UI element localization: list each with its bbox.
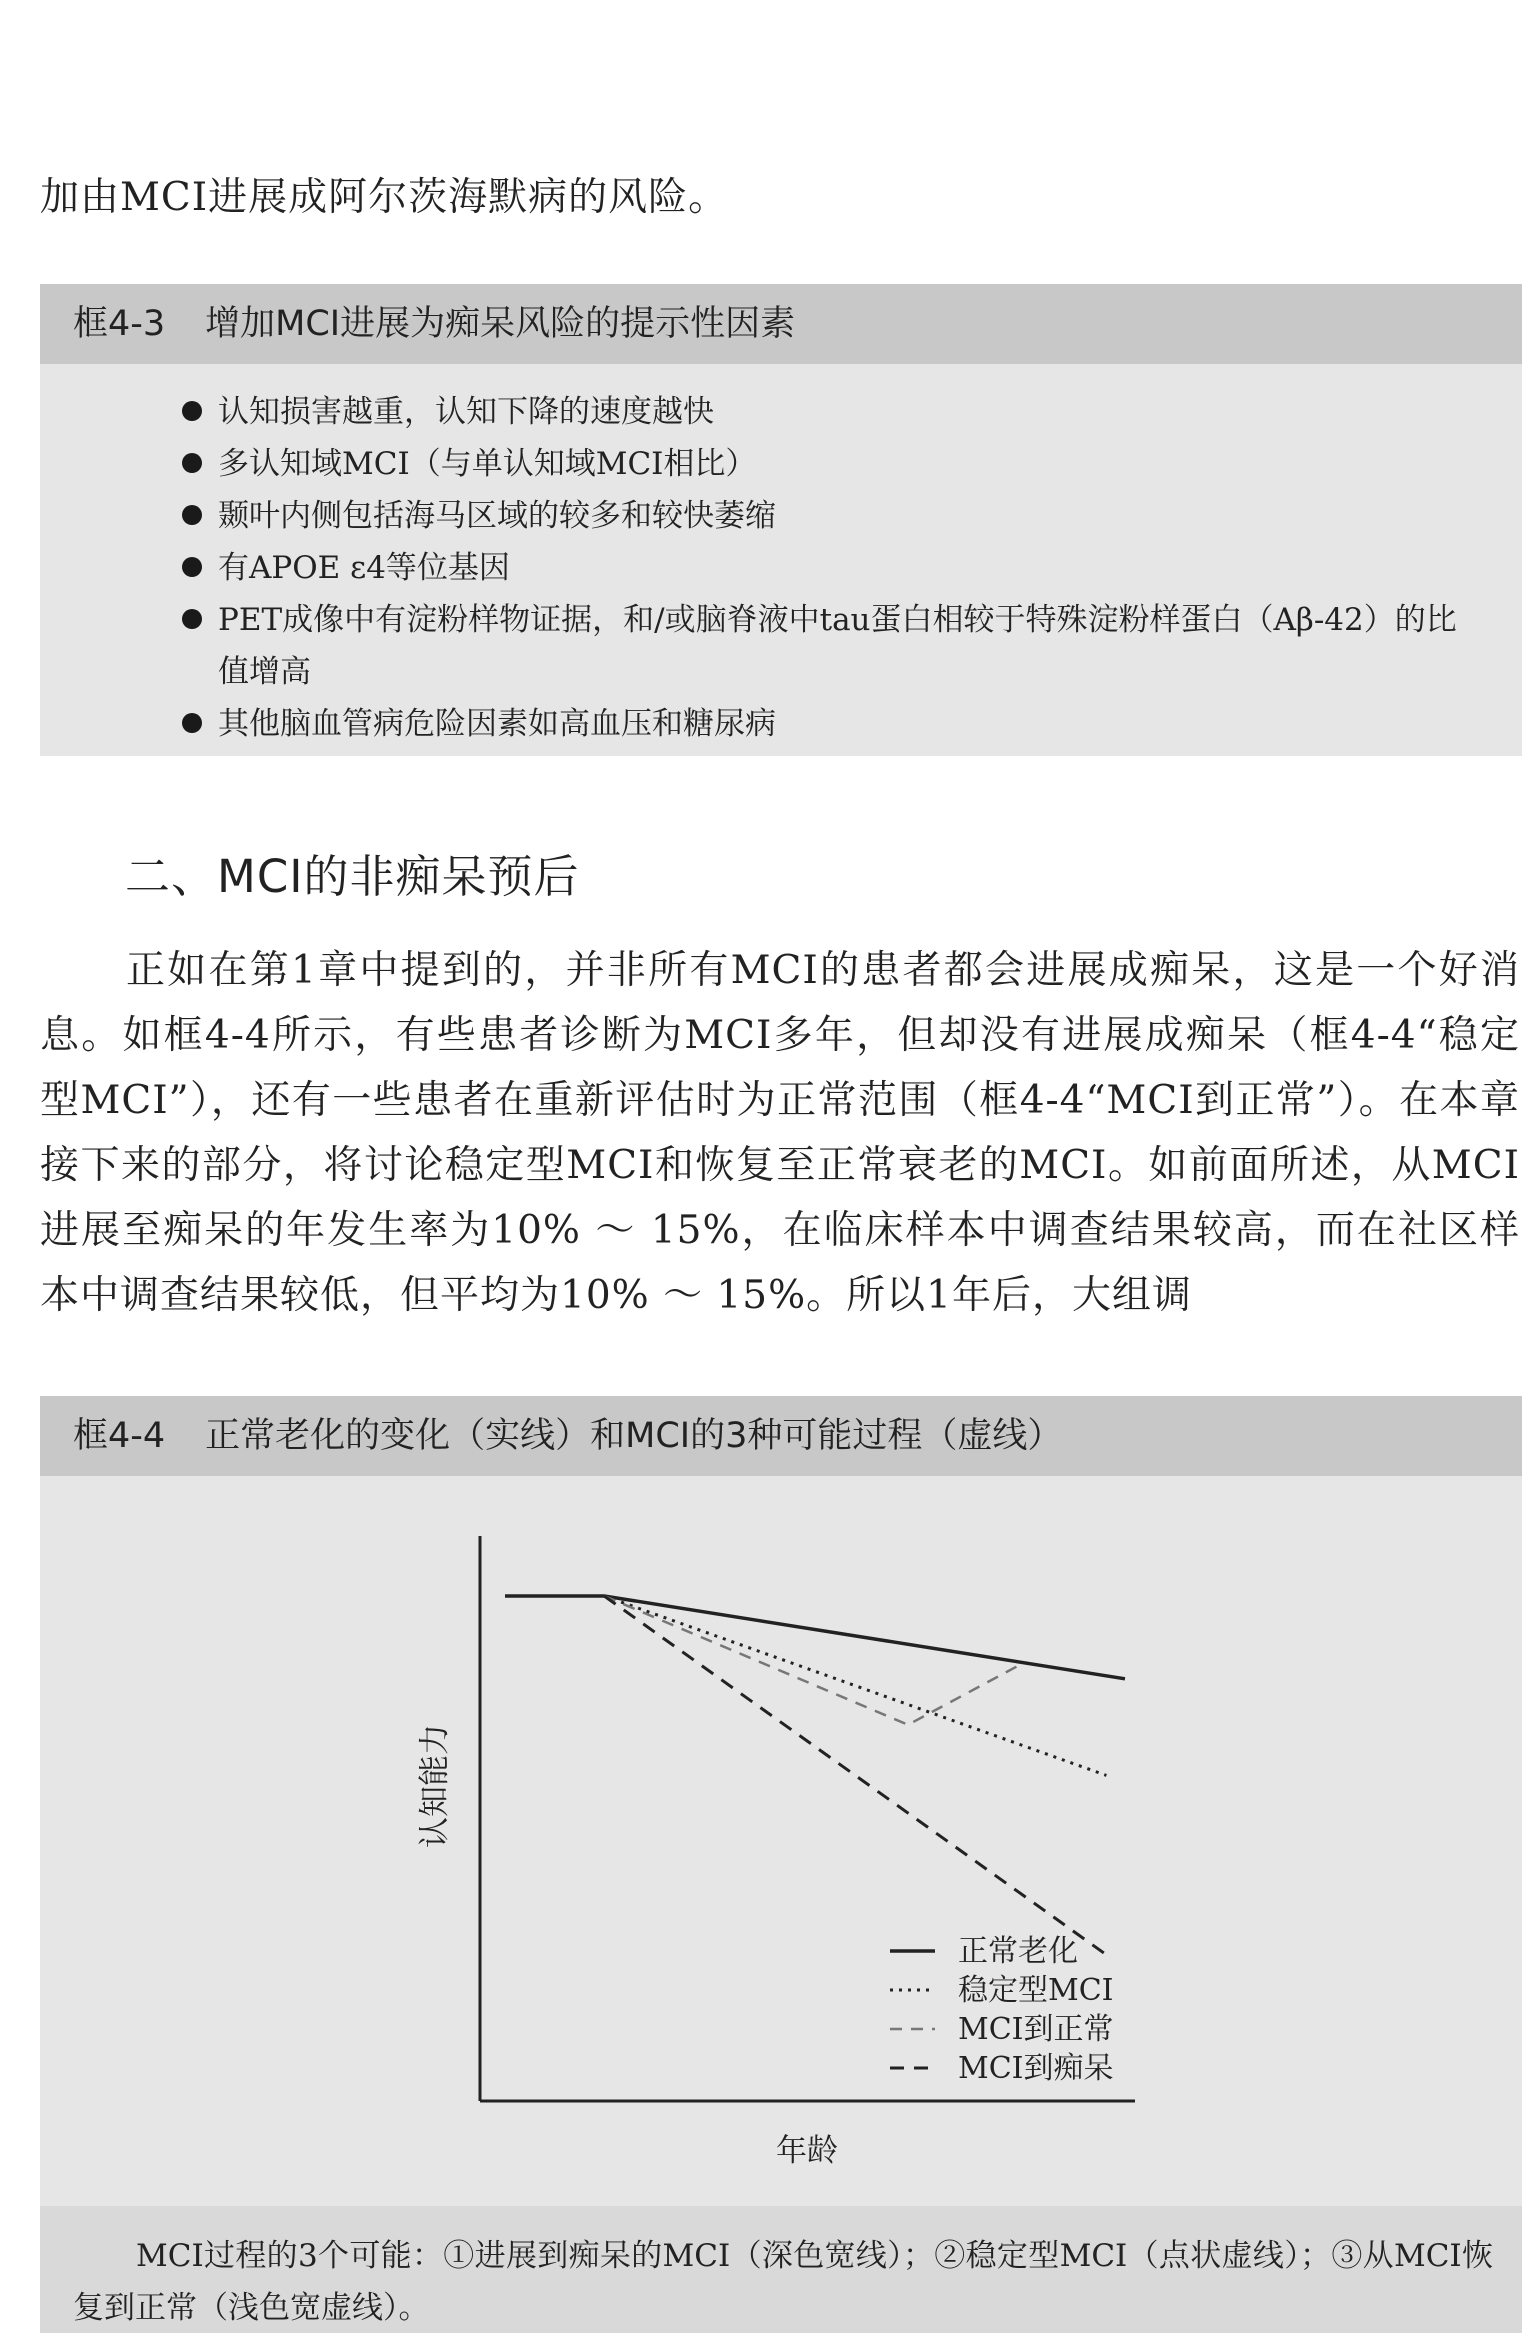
legend-label-1: 稳定型MCI [958, 1973, 1114, 2008]
box-4-4-label: 框4-4 [73, 1416, 166, 1456]
legend-label-3: MCI到痴呆 [958, 2051, 1114, 2086]
box-4-3-title: 增加MCI进展为痴呆风险的提示性因素 [205, 304, 796, 344]
risk-factor-list [40, 364, 1522, 750]
series-line-2 [604, 1596, 1019, 1725]
cognition-chart [40, 1476, 1522, 2206]
series-line-0 [505, 1596, 1125, 1679]
list-item: 有APOE ε4等位基因 [218, 542, 1482, 594]
list-item: 多认知域MCI（与单认知域MCI相比） [218, 438, 1482, 490]
intro-text: 加由MCI进展成阿尔茨海默病的风险。 [40, 175, 729, 220]
legend-label-2: MCI到正常 [958, 2012, 1114, 2047]
bullet-icon [182, 453, 202, 473]
section-heading: 二、MCI的非痴呆预后 [125, 850, 580, 903]
box-4-3-label: 框4-3 [73, 304, 166, 344]
bullet-icon [182, 505, 202, 525]
y-axis-label: 认知能力 [417, 1724, 453, 1848]
figure-caption: MCI过程的3个可能：①进展到痴呆的MCI（深色宽线）；②稳定型MCI（点状虚线）；③从MCI恢复到正常（浅色宽虚线）。 [73, 2238, 1493, 2326]
box-4-3-body [40, 364, 1522, 756]
box-4-4-title: 正常老化的变化（实线）和MCI的3种可能过程（虚线） [205, 1416, 1063, 1456]
series-line-1 [604, 1596, 1106, 1775]
bullet-icon [182, 609, 202, 629]
legend-label-0: 正常老化 [958, 1934, 1078, 1969]
list-item: 其他脑血管病危险因素如高血压和糖尿病 [218, 698, 1482, 750]
x-axis-label: 年龄 [776, 2133, 838, 2169]
body-paragraph: 正如在第1章中提到的，并非所有MCI的患者都会进展成痴呆，这是一个好消息。如框4-4所示，有些患者诊断为MCI多年，但却没有进展成痴呆（框4-4“稳定型MCI”），还有一些患者在重新评估时为正常范围（框4-4“MCI到正常”）。在本章接下来的部分，将讨论稳定型MCI和恢复至正常衰老的MCI。如前面所述，从MCI进展至痴呆的年发生率为10% ～ 15%，在临床样本中调查结果较高，而在社区样本中调查结果较低，但平均为10% ～ 15%。所以1年后，大组调 [40, 948, 1520, 1318]
bullet-icon [182, 557, 202, 577]
legend [890, 1934, 1114, 2086]
box-4-4-figure-area [40, 1476, 1522, 2206]
bullet-icon [182, 713, 202, 733]
box-4-4-header [40, 1396, 1522, 1476]
series-layer [505, 1596, 1125, 1955]
bullet-icon [182, 401, 202, 421]
series-line-3 [604, 1596, 1106, 1955]
list-item: PET成像中有淀粉样物证据，和/或脑脊液中tau蛋白相较于特殊淀粉样蛋白（Aβ-42）的比值增高 [218, 594, 1482, 698]
box-4-3-header [40, 284, 1522, 364]
figure-caption-box [40, 2206, 1522, 2333]
list-item: 认知损害越重，认知下降的速度越快 [218, 386, 1482, 438]
list-item: 颞叶内侧包括海马区域的较多和较快萎缩 [218, 490, 1482, 542]
